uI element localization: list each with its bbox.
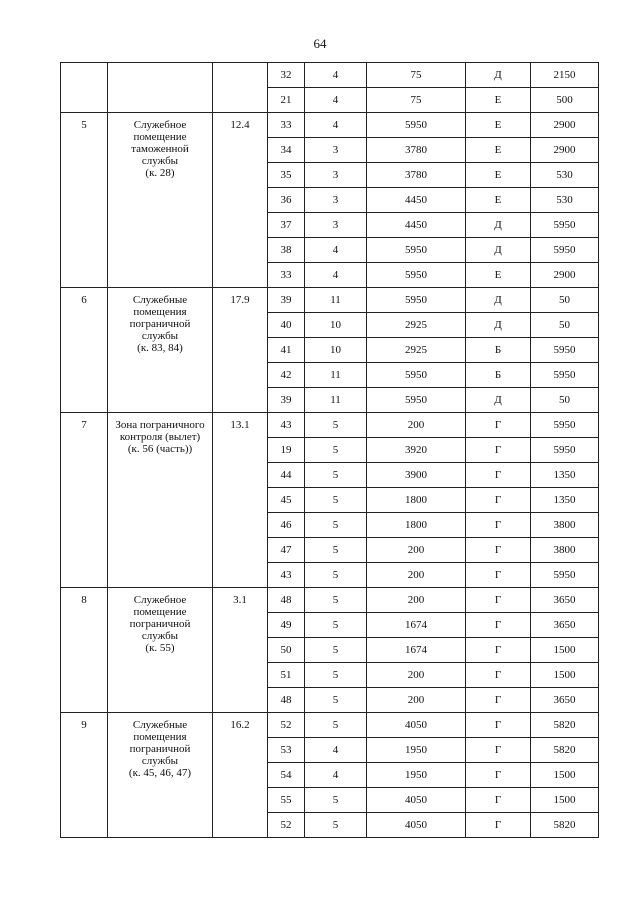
table-cell: 5 — [305, 638, 367, 663]
table-cell: 1500 — [531, 788, 599, 813]
table-cell: 10 — [305, 338, 367, 363]
table-cell: 5950 — [367, 113, 466, 138]
table-cell: Д — [466, 238, 531, 263]
table-cell: Г — [466, 688, 531, 713]
table-cell: 3920 — [367, 438, 466, 463]
group-name-line: помещения — [133, 306, 187, 318]
group-name-line: (к. 55) — [145, 642, 175, 654]
table-cell: 2925 — [367, 313, 466, 338]
table-cell: 5 — [305, 788, 367, 813]
table-cell: 41 — [268, 338, 305, 363]
table-cell: 37 — [268, 213, 305, 238]
group-name-line: службы — [141, 755, 179, 767]
table-cell: 5 — [305, 588, 367, 613]
table-cell: 43 — [268, 563, 305, 588]
table-cell: 3650 — [531, 688, 599, 713]
table-cell: 5950 — [531, 338, 599, 363]
table-cell: Г — [466, 413, 531, 438]
table-cell: Г — [466, 663, 531, 688]
table-cell: Г — [466, 588, 531, 613]
table-cell: Г — [466, 638, 531, 663]
table-cell: 1674 — [367, 613, 466, 638]
group-value-cell: 3.1 — [213, 588, 268, 713]
table-cell: 21 — [268, 88, 305, 113]
table-cell: 11 — [305, 288, 367, 313]
table-cell: 5950 — [367, 388, 466, 413]
table-cell: 2900 — [531, 138, 599, 163]
table-cell: 32 — [268, 63, 305, 88]
table-cell: 5820 — [531, 713, 599, 738]
table-cell: 48 — [268, 688, 305, 713]
table-cell: 3800 — [531, 513, 599, 538]
table-cell: Г — [466, 488, 531, 513]
table-cell: 5950 — [531, 363, 599, 388]
table-cell: 3650 — [531, 613, 599, 638]
group-number-cell: 6 — [61, 288, 108, 413]
group-value-cell: 12.4 — [213, 113, 268, 288]
table-cell: Г — [466, 738, 531, 763]
table-cell: 5 — [305, 563, 367, 588]
table-cell: Г — [466, 538, 531, 563]
group-name-line: (к. 45, 46, 47) — [128, 767, 192, 779]
table-cell: 200 — [367, 688, 466, 713]
table-cell: 5950 — [531, 413, 599, 438]
group-name-line: контроля (вылет) — [119, 431, 201, 443]
table-cell: 4 — [305, 263, 367, 288]
table-cell: 48 — [268, 588, 305, 613]
table-cell: 200 — [367, 413, 466, 438]
table-cell: 4050 — [367, 713, 466, 738]
group-value-cell: 17.9 — [213, 288, 268, 413]
table-cell: Г — [466, 438, 531, 463]
table-cell: 5950 — [531, 438, 599, 463]
table-cell: 530 — [531, 188, 599, 213]
table-cell: Е — [466, 138, 531, 163]
table-cell: 3900 — [367, 463, 466, 488]
table-cell: 1950 — [367, 763, 466, 788]
table-cell: 49 — [268, 613, 305, 638]
table-cell: 50 — [531, 388, 599, 413]
table-cell: 5950 — [367, 238, 466, 263]
table-cell: 47 — [268, 538, 305, 563]
table-cell: 51 — [268, 663, 305, 688]
table-cell: 55 — [268, 788, 305, 813]
table-cell: Е — [466, 88, 531, 113]
table-cell: 33 — [268, 113, 305, 138]
table-cell: 5950 — [531, 238, 599, 263]
table-cell: 4 — [305, 113, 367, 138]
group-name-line: Служебное — [133, 594, 187, 606]
table-cell: 3 — [305, 188, 367, 213]
table-row — [61, 413, 599, 438]
table-cell: 5950 — [531, 563, 599, 588]
group-number-cell: 8 — [61, 588, 108, 713]
table-cell: 1500 — [531, 638, 599, 663]
table-cell: 52 — [268, 713, 305, 738]
table-cell: 5950 — [531, 213, 599, 238]
table-cell: 5 — [305, 413, 367, 438]
table-cell: 1674 — [367, 638, 466, 663]
table-cell: 3800 — [531, 538, 599, 563]
group-name-line: Зона пограничного — [115, 419, 205, 431]
table-row — [61, 63, 599, 88]
group-name-line: пограничной — [129, 743, 191, 755]
table-cell: 4 — [305, 763, 367, 788]
table-cell: 45 — [268, 488, 305, 513]
table-cell: 52 — [268, 813, 305, 838]
table-cell: 4 — [305, 88, 367, 113]
table-cell: 2900 — [531, 113, 599, 138]
table-cell: Д — [466, 63, 531, 88]
table-cell: 36 — [268, 188, 305, 213]
table-cell: 5 — [305, 688, 367, 713]
group-name-line: (к. 56 (часть)) — [127, 443, 193, 455]
table-cell: 500 — [531, 88, 599, 113]
table-cell: 40 — [268, 313, 305, 338]
group-name-line: службы — [141, 155, 179, 167]
table-cell: 50 — [531, 313, 599, 338]
table-cell: 46 — [268, 513, 305, 538]
table-row — [61, 113, 599, 138]
group-name-line: Служебные — [132, 294, 188, 306]
group-name-line: пограничной — [129, 318, 191, 330]
group-value-cell: 16.2 — [213, 713, 268, 838]
table-cell: 4050 — [367, 813, 466, 838]
table-cell: 5 — [305, 613, 367, 638]
table-cell: 1500 — [531, 663, 599, 688]
group-name-line: службы — [141, 330, 179, 342]
group-name-cell — [108, 413, 213, 588]
table-cell: Б — [466, 338, 531, 363]
group-number-cell: 9 — [61, 713, 108, 838]
group-name-cell — [108, 288, 213, 413]
table-cell: 50 — [531, 288, 599, 313]
group-value-cell — [213, 63, 268, 113]
group-name-line: помещение — [133, 606, 187, 618]
page-number: 64 — [313, 36, 327, 51]
table-cell: 5 — [305, 813, 367, 838]
table-cell: 5 — [305, 463, 367, 488]
table-cell: 1350 — [531, 488, 599, 513]
table-cell: 4050 — [367, 788, 466, 813]
table-cell: 3650 — [531, 588, 599, 613]
table-cell: 33 — [268, 263, 305, 288]
group-name-line: Служебное — [133, 119, 187, 131]
table-cell: 5 — [305, 538, 367, 563]
table-cell: Г — [466, 463, 531, 488]
table-cell: 1800 — [367, 488, 466, 513]
group-name-cell — [108, 113, 213, 288]
table-cell: 75 — [367, 63, 466, 88]
table-cell: Д — [466, 288, 531, 313]
table-cell: 3780 — [367, 138, 466, 163]
table-cell: 54 — [268, 763, 305, 788]
table-cell: 2925 — [367, 338, 466, 363]
table-cell: Д — [466, 388, 531, 413]
table-row — [61, 588, 599, 613]
group-number-cell: 5 — [61, 113, 108, 288]
table-row — [61, 713, 599, 738]
table-cell: Б — [466, 363, 531, 388]
group-number-cell: 7 — [61, 413, 108, 588]
table-cell: 5 — [305, 663, 367, 688]
table-cell: 38 — [268, 238, 305, 263]
table-cell: Г — [466, 788, 531, 813]
table-cell: Е — [466, 113, 531, 138]
table-cell: 3 — [305, 163, 367, 188]
table-cell: Г — [466, 513, 531, 538]
table-cell: 5820 — [531, 813, 599, 838]
table-body — [61, 63, 599, 838]
group-name-line: (к. 83, 84) — [137, 342, 183, 354]
table-cell: 1350 — [531, 463, 599, 488]
table-cell: Г — [466, 763, 531, 788]
table-cell: 5950 — [367, 263, 466, 288]
table-cell: 5 — [305, 713, 367, 738]
group-name-line: Служебные — [132, 719, 188, 731]
table-cell: 3780 — [367, 163, 466, 188]
table-cell: 11 — [305, 363, 367, 388]
group-name-line: помещение — [133, 131, 187, 143]
table-cell: 3 — [305, 138, 367, 163]
table-cell: Е — [466, 188, 531, 213]
group-name-line: таможенной — [131, 143, 189, 155]
table-cell: 4450 — [367, 188, 466, 213]
table-cell: 4450 — [367, 213, 466, 238]
table-cell: 200 — [367, 538, 466, 563]
table-cell: 10 — [305, 313, 367, 338]
table-cell: 34 — [268, 138, 305, 163]
table-cell: Е — [466, 163, 531, 188]
group-name-line: (к. 28) — [145, 167, 175, 179]
table-cell: 5 — [305, 488, 367, 513]
table-cell: Г — [466, 563, 531, 588]
table-cell: 39 — [268, 388, 305, 413]
table-cell: 2150 — [531, 63, 599, 88]
table-cell: 5 — [305, 513, 367, 538]
data-table — [60, 62, 599, 838]
group-name-line: помещения — [133, 731, 187, 743]
group-name-cell — [108, 63, 213, 113]
table-cell: 4 — [305, 738, 367, 763]
table-cell: 19 — [268, 438, 305, 463]
group-value-cell: 13.1 — [213, 413, 268, 588]
table-cell: Г — [466, 713, 531, 738]
table-cell: 1800 — [367, 513, 466, 538]
table-cell: 5950 — [367, 288, 466, 313]
group-name-cell — [108, 713, 213, 838]
table-cell: 3 — [305, 213, 367, 238]
table-cell: 1500 — [531, 763, 599, 788]
table-cell: 200 — [367, 563, 466, 588]
table-cell: Д — [466, 213, 531, 238]
group-name-line: службы — [141, 630, 179, 642]
table-cell: 11 — [305, 388, 367, 413]
table-cell: 50 — [268, 638, 305, 663]
group-name-cell — [108, 588, 213, 713]
table-cell: 39 — [268, 288, 305, 313]
table-cell: Е — [466, 263, 531, 288]
table-cell: 42 — [268, 363, 305, 388]
table-cell: 200 — [367, 663, 466, 688]
table-cell: Д — [466, 313, 531, 338]
group-name-line: пограничной — [129, 618, 191, 630]
group-number-cell — [61, 63, 108, 113]
table-cell: 200 — [367, 588, 466, 613]
table-cell: 53 — [268, 738, 305, 763]
table-cell: 4 — [305, 63, 367, 88]
table-cell: 44 — [268, 463, 305, 488]
table-cell: 5 — [305, 438, 367, 463]
table-cell: Г — [466, 813, 531, 838]
table-row — [61, 288, 599, 313]
table-cell: 75 — [367, 88, 466, 113]
table-cell: 43 — [268, 413, 305, 438]
table-cell: 5820 — [531, 738, 599, 763]
table-cell: 530 — [531, 163, 599, 188]
table-cell: 1950 — [367, 738, 466, 763]
table-cell: 2900 — [531, 263, 599, 288]
table-cell: 35 — [268, 163, 305, 188]
table-cell: 5950 — [367, 363, 466, 388]
table-cell: Г — [466, 613, 531, 638]
table-cell: 4 — [305, 238, 367, 263]
